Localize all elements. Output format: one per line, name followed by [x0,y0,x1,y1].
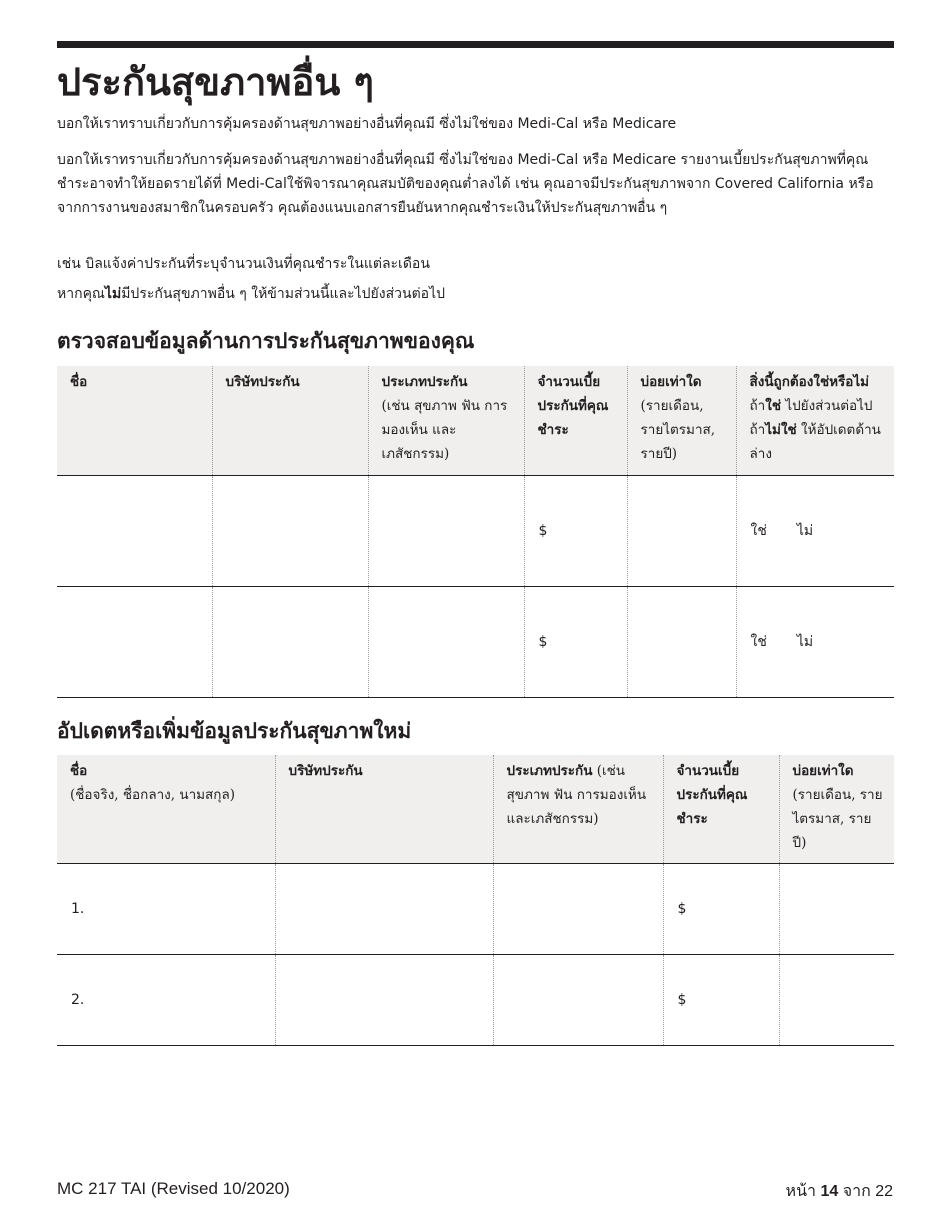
col-premium: จำนวนเบี้ยประกันที่คุณชำระ [524,366,627,475]
table-row [57,863,894,954]
col-frequency: บ่อยเท่าใด (รายเดือน, รายไตรมาส, รายปี) [627,366,736,475]
col-correct: สิ่งนี้ถูกต้องใช่หรือไม่ ถ้าใช่ ไปยังส่วนต่อไป ถ้าไม่ใช่ ให้อัปเดตด้านล่าง [736,366,894,475]
no-option[interactable]: ไม่ [796,522,814,539]
page-title: ประกันสุขภาพอื่น ๆ [57,59,374,104]
update-table [57,755,894,1046]
update-header-row [57,755,894,863]
yes-option[interactable]: ใช่ [750,522,767,539]
currency-symbol: $ [677,900,687,917]
name-cell[interactable] [57,954,275,1045]
row-number: 1. [71,900,85,917]
row-number: 2. [71,991,85,1008]
company-cell[interactable] [275,954,493,1045]
no-option[interactable]: ไม่ [796,633,814,650]
type-cell[interactable] [493,863,663,954]
table-row [57,954,894,1045]
correct-cell [736,586,894,697]
premium-cell[interactable] [524,586,627,697]
frequency-cell[interactable] [627,475,736,586]
yes-option[interactable]: ใช่ [750,633,767,650]
currency-symbol: $ [677,991,687,1008]
currency-symbol: $ [538,522,548,539]
premium-cell[interactable] [663,863,779,954]
premium-cell[interactable] [524,475,627,586]
col-name: ชื่อ (ชื่อจริง, ชื่อกลาง, นามสกุล) [57,755,275,863]
currency-symbol: $ [538,633,548,650]
name-cell[interactable] [57,863,275,954]
review-heading: ตรวจสอบข้อมูลด้านการประกันสุขภาพของคุณ [57,328,475,353]
type-cell[interactable] [493,954,663,1045]
col-premium: จำนวนเบี้ยประกันที่คุณชำระ [663,755,779,863]
company-cell[interactable] [275,863,493,954]
frequency-cell[interactable] [779,863,894,954]
update-heading: อัปเดตหรือเพิ่มข้อมูลประกันสุขภาพใหม่ [57,718,412,743]
premium-cell[interactable] [663,954,779,1045]
col-name: ชื่อ [57,366,212,475]
name-cell[interactable] [57,586,212,697]
skip-instructions: หากคุณไม่มีประกันสุขภาพอื่น ๆ ให้ข้ามส่วนนี้และไปยังส่วนต่อไป [57,286,446,302]
type-cell[interactable] [368,586,524,697]
header-rule [57,41,894,48]
company-cell[interactable] [212,586,368,697]
table-row [57,586,894,697]
table-row [57,475,894,586]
col-company: บริษัทประกัน [275,755,493,863]
frequency-cell[interactable] [779,954,894,1045]
intro-text: บอกให้เราทราบเกี่ยวกับการคุ้มครองด้านสุขภาพอย่างอื่นที่คุณมี ซึ่งไม่ใช่ของ Medi-Cal หรือ Medicare [57,116,677,132]
form-id: MC 217 TAI (Revised 10/2020) [57,1179,290,1198]
col-type: ประเภทประกัน (เช่น สุขภาพ ฟัน การมองเห็น และ เภสัชกรรม) [368,366,524,475]
type-cell[interactable] [368,475,524,586]
company-cell[interactable] [212,475,368,586]
name-cell[interactable] [57,475,212,586]
frequency-cell[interactable] [627,586,736,697]
example-text: เช่น บิลแจ้งค่าประกันที่ระบุจำนวนเงินที่คุณชำระในแต่ละเดือน [57,256,430,272]
review-header-row [57,366,894,475]
page-number: หน้า 14 จาก 22 [785,1183,893,1200]
correct-cell [736,475,894,586]
col-type: ประเภทประกัน (เช่น สุขภาพ ฟัน การมองเห็น และเภสัชกรรม) [493,755,663,863]
col-frequency: บ่อยเท่าใด (รายเดือน, รายไตรมาส, รายปี) [779,755,894,863]
col-company: บริษัทประกัน [212,366,368,475]
body-text: บอกให้เราทราบเกี่ยวกับการคุ้มครองด้านสุขภาพอย่างอื่นที่คุณมี ซึ่งไม่ใช่ของ Medi-Cal หรือ Medicare รายงานเบี้ยประกันสุขภาพที่คุณชำระอาจทำให้ยอดรายได้ที่ Medi-Calใช้พิจารณาคุณสมบัติของคุณต่ำลงได้ เช่น คุณอาจมีประกันสุขภาพจาก Covered California หรือจากการงานของสมาชิกในครอบครัว คุณต้องแนบเอกสารยืนยันหากคุณชำระเงินให้ประกันสุขภาพอื่น ๆ [57,152,874,216]
review-table [57,366,894,698]
